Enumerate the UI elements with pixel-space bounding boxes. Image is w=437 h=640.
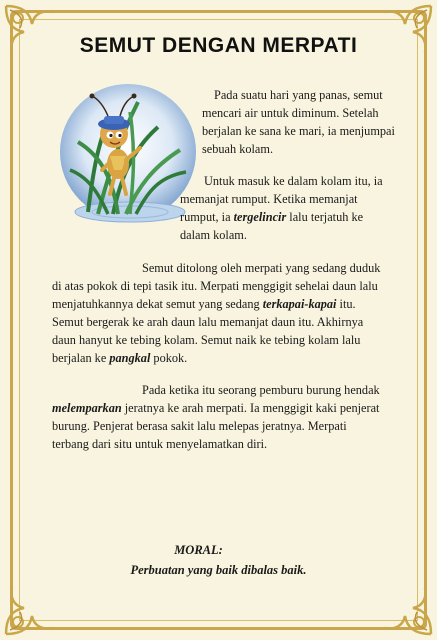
- text-line: memanjat rumput. Ketika memanjat: [180, 192, 358, 206]
- text-span: rumput, ia: [180, 210, 234, 224]
- text-line: mencari air untuk diminum. Setelah: [202, 106, 379, 120]
- text-line: di atas pokok di tepi tasik itu. Merpati menggigit sehelai daun lalu: [52, 279, 378, 293]
- text-line: Pada suatu hari yang panas, semut: [214, 88, 383, 102]
- text-span: berjalan ke: [52, 351, 110, 365]
- text-span: pokok.: [150, 351, 188, 365]
- text-line: Pada ketika itu seorang pemburu burung hendak: [142, 383, 380, 397]
- text-line: burung. Penjerat berasa sakit lalu melepas jeratnya. Merpati: [52, 419, 347, 433]
- paragraph-3: [52, 259, 397, 367]
- moral-text: Perbuatan yang baik dibalas baik.: [130, 563, 307, 577]
- paragraph-1: [202, 86, 395, 158]
- emphasized-word: melemparkan: [52, 401, 122, 415]
- page-title: SEMUT DENGAN MERPATI: [79, 34, 358, 57]
- text-span: lalu terjatuh ke: [286, 210, 364, 224]
- paragraph-2: [180, 172, 395, 244]
- moral-label: MORAL:: [174, 543, 223, 557]
- emphasized-word: terkapai-kapai: [262, 297, 337, 311]
- text-line: Untuk masuk ke dalam kolam itu, ia: [204, 174, 383, 188]
- corner-ornament-icon: [375, 578, 435, 638]
- text-line: daun hanyut ke tebing kolam. Semut naik ke tebing kolam lalu: [52, 333, 361, 347]
- paragraph-4: [52, 381, 397, 453]
- text-line: [52, 295, 397, 313]
- text-line: [52, 399, 397, 417]
- emphasized-word: pangkal: [109, 351, 151, 365]
- text-line: berjalan ke sana ke mari, ia menjumpai: [202, 124, 395, 138]
- text-line: [52, 349, 397, 367]
- text-line: [180, 208, 395, 226]
- text-line: terbang dari situ untuk menyelamatkan diri.: [52, 437, 268, 451]
- text-span: itu.: [336, 297, 356, 311]
- ant-on-grass-illustration-icon: [58, 72, 198, 237]
- text-span: jeratnya ke arah merpati. Ia menggigit kaki penjerat: [121, 401, 380, 415]
- text-span: menjatuhkannya dekat semut yang sedang: [52, 297, 263, 311]
- text-line: dalam kolam.: [180, 228, 247, 242]
- emphasized-word: tergelincir: [233, 210, 287, 224]
- text-line: sebuah kolam.: [202, 142, 274, 156]
- corner-ornament-icon: [2, 578, 62, 638]
- text-line: Semut bergerak ke arah daun lalu memanjat daun itu. Akhirnya: [52, 315, 364, 329]
- text-line: Semut ditolong oleh merpati yang sedang duduk: [142, 261, 381, 275]
